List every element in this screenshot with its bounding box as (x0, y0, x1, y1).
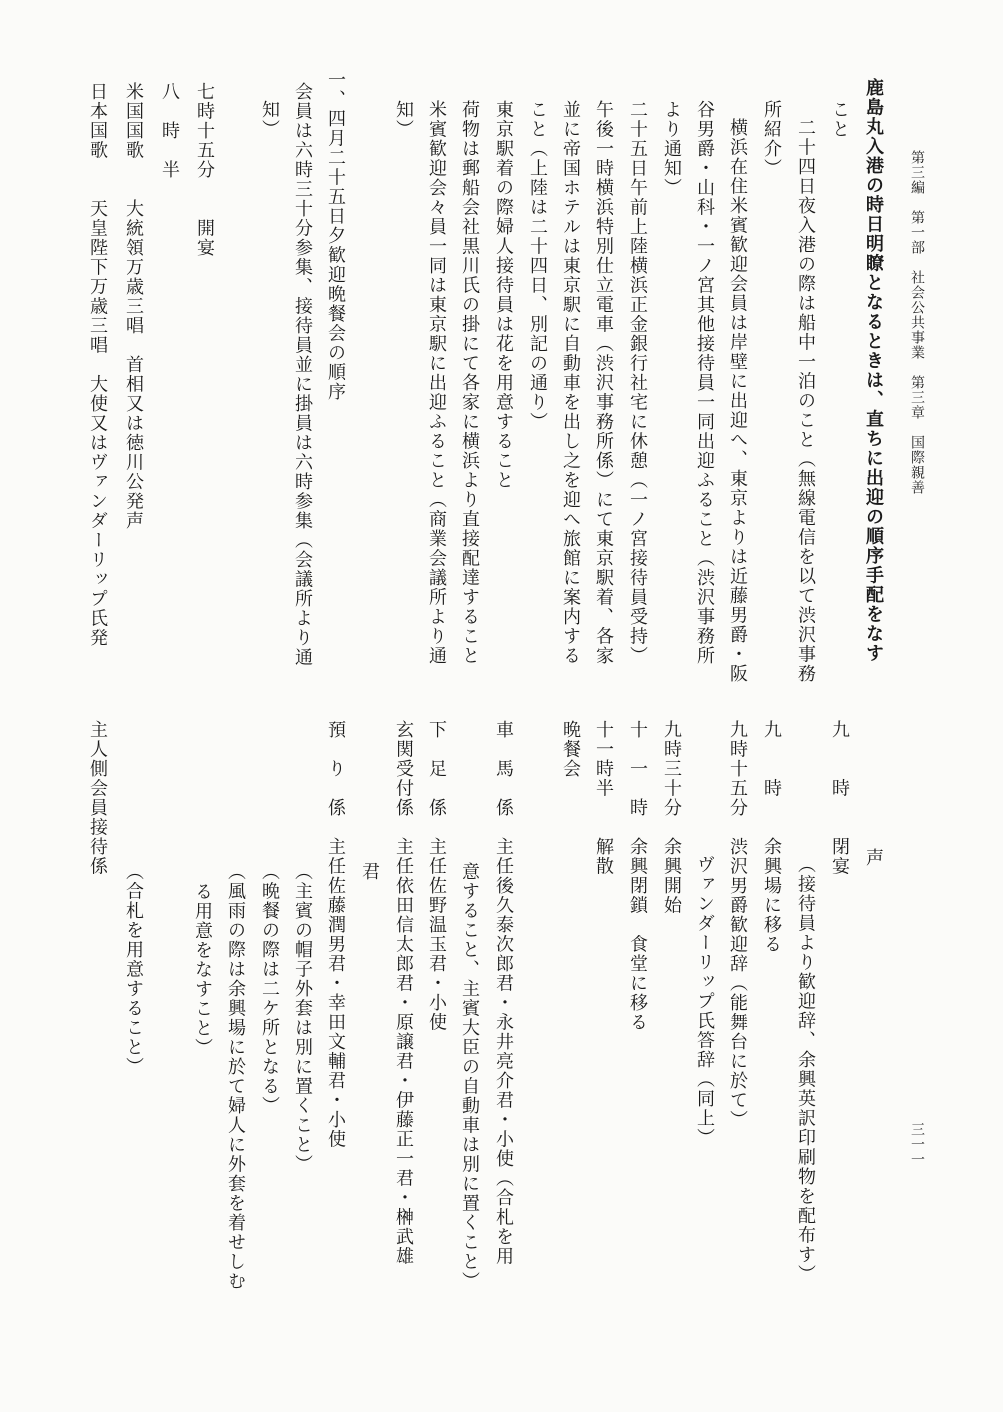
text-column: 預 り 係 主任佐藤潤男君・幸田文輔君・小使 (325, 720, 346, 1149)
text-column: る用意をなすこと） (192, 882, 213, 1058)
text-column: 午後一時横浜特別仕立電車（渋沢事務所係）にて東京駅着、各家 (593, 100, 614, 666)
text-column: より通知） (661, 100, 682, 198)
text-column: （合札を用意すること） (123, 862, 144, 1077)
text-column: 九時十五分 渋沢男爵歓迎辞（能舞台に於て） (727, 720, 748, 1130)
text-column: 八 時 半 (159, 82, 180, 180)
text-column: 荷物は郵船会社黒川氏の掛にて各家に横浜より直接配達すること (459, 100, 480, 666)
text-column: 十 一 時 余興閉鎖 食堂に移る (627, 720, 648, 1032)
text-column: 声 (863, 848, 884, 868)
text-column: 七時十五分 開宴 (194, 82, 215, 258)
text-column: 知） (259, 100, 280, 139)
text-column: 車 馬 係 主任後久泰次郎君・永井亮介君・小使（合札を用 (493, 720, 514, 1266)
text-column: （晩餐の際は二ケ所となる） (259, 862, 280, 1116)
text-column: 米国国歌 大統領万歳三唱 首相又は徳川公発声 (123, 82, 144, 531)
text-column: こと (829, 100, 850, 139)
text-column: （接待員より歓迎辞、余興英訳印刷物を配布す） (795, 855, 816, 1284)
text-column: 十一時半 解散 (593, 720, 614, 876)
text-column: （主賓の帽子外套は別に置くこと） (292, 862, 313, 1174)
text-column: 晩餐会 (560, 720, 581, 779)
text-column: 二十五日午前上陸横浜正金銀行社宅に休憩（一ノ宮接待員受持） (627, 100, 648, 666)
text-column: ヴァンダーリップ氏答辞（同上） (694, 855, 715, 1148)
text-column: 九時三十分 余興開始 (661, 720, 682, 915)
text-column: 君 (359, 862, 380, 882)
text-column: 東京駅着の際婦人接待員は花を用意すること (493, 100, 514, 490)
text-column: 米賓歓迎会々員一同は東京駅に出迎ふること（商業会議所より通 (426, 100, 447, 666)
page-number: 三一一 (909, 1122, 925, 1167)
text-column: 九 時 閉宴 (829, 720, 850, 876)
text-column: 知） (393, 100, 414, 139)
text-column: 日本国歌 天皇陛下万歳三唱 大使又はヴァンダーリップ氏発 (87, 82, 108, 648)
text-column: 並に帝国ホテルは東京駅に自動車を出し之を迎へ旅館に案内する (560, 100, 581, 666)
text-column: 鹿島丸入港の時日明瞭となるときは、直ちに出迎の順序手配をなす (863, 78, 884, 663)
text-column: 意すること、主賓大臣の自動車は別に置くこと） (459, 862, 480, 1291)
text-column: 九 時 余興場に移る (761, 720, 782, 954)
text-column: （風雨の際は余興場に於て婦人に外套を着せしむ (225, 862, 246, 1291)
text-column: 玄関受付係 主任依田信太郎君・原譲君・伊藤正一君・榊武雄 (393, 720, 414, 1266)
text-column: 所紹介） (761, 100, 782, 178)
text-column: 横浜在住米賓歓迎会員は岸壁に出迎へ、東京よりは近藤男爵・阪 (727, 118, 748, 684)
text-column: 一、四月二十五日夕歓迎晩餐会の順序 (325, 70, 346, 402)
text-column: 主人側会員接待係 (87, 720, 108, 876)
running-title: 第三編 第一部 社会公共事業 第三章 国際親善 (909, 150, 925, 495)
text-column: 下 足 係 主任佐野温玉君・小使 (426, 720, 447, 1032)
text-column: 会員は六時三十分参集、接待員並に掛員は六時参集（会議所より通 (292, 82, 313, 667)
text-column: こと（上陸は二十四日、別記の通り） (527, 100, 548, 432)
text-column: 二十四日夜入港の際は船中一泊のこと（無線電信を以て渋沢事務 (795, 118, 816, 684)
text-column: 谷男爵・山科・一ノ宮其他接待員一同出迎ふること（渋沢事務所 (694, 100, 715, 666)
